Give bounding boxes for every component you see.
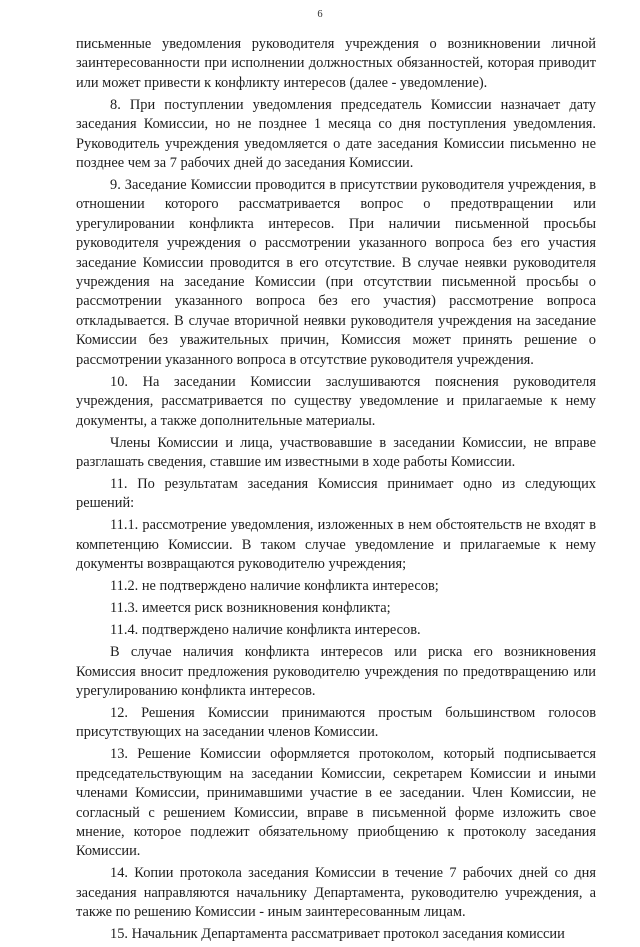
- paragraph-14: 14. Копии протокола заседания Комиссии в течение 7 рабочих дней со дня заседания направляются начальнику Департамента, руководителю учреждения, а также по решению Комиссии - иным заинтересованным лицам.: [76, 865, 596, 921]
- paragraph-8: 8. При поступлении уведомления председатель Комиссии назначает дату заседания Комиссии, но не позднее 1 месяца со дня поступления уведомления. Руководитель учреждения уведомляется о дате заседания Комиссии письменно не позднее чем за 7 рабочих дней до заседания Комиссии.: [76, 96, 596, 172]
- paragraph-10: 10. На заседании Комиссии заслушиваются пояснения руководителя учреждения, рассматривается по существу уведомление и прилагаемые к нему документы, а также дополнительные материалы.: [76, 373, 596, 429]
- paragraph-conflict-proposals: В случае наличия конфликта интересов или риска его возникновения Комиссия вносит предложения руководителю учреждения по предотвращению или урегулированию конфликта интересов.: [76, 644, 596, 699]
- paragraph-11-3: 11.3. имеется риск возникновения конфликта;: [110, 600, 391, 617]
- paragraph-11-1: 11.1. рассмотрение уведомления, изложенных в нем обстоятельств не входят в компетенцию Комиссии. В таком случае уведомление и прилагаемые к нему документы возвращаются руководителю учреждения;: [76, 517, 596, 573]
- paragraph-continuation: письменные уведомления руководителя учреждения о возникновении личной заинтересованности при исполнении должностных обязанностей, которая приводит или может привести к конфликту интересов (далее - уведомление).: [76, 36, 596, 91]
- paragraph-13: 13. Решение Комиссии оформляется протоколом, который подписывается председательствующим на заседании Комиссии, секретарем Комиссии и иными членами Комиссии, принимавшими участие в ее заседании. Член Комиссии, не согласный с решением Комиссии, вправе в письменной форме изложить свое мнение, которое подлежит обязательному приобщению к протоколу заседания Комиссии.: [76, 746, 596, 860]
- paragraph-11-4: 11.4. подтверждено наличие конфликта интересов.: [110, 622, 421, 639]
- document-body: [76, 35, 596, 947]
- paragraph-11-2: 11.2. не подтверждено наличие конфликта интересов;: [110, 578, 439, 595]
- paragraph-15: 15. Начальник Департамента рассматривает протокол заседания комиссии: [110, 926, 565, 943]
- page-number: 6: [317, 9, 323, 20]
- paragraph-9: 9. Заседание Комиссии проводится в присутствии руководителя учреждения, в отношении которого рассматривается вопрос о предотвращении или урегулировании конфликта интересов. При наличии письменной просьбы руководителя учреждения о рассмотрении указанного вопроса без его участия заседание Комиссии проводится в его отсутствие. В случае неявки руководителя учреждения на заседание Комиссии (при отсутствии письменной просьбы о рассмотрении указанного вопроса без его участия) рассмотрение вопроса откладывается. В случае вторичной неявки руководителя учреждения на заседание Комиссии без уважительных причин, Комиссия может принять решение о рассмотрении указанного вопроса в отсутствие руководителя учреждения.: [76, 177, 596, 368]
- paragraph-12: 12. Решения Комиссии принимаются простым большинством голосов присутствующих на заседании членов Комиссии.: [76, 704, 596, 741]
- paragraph-11: 11. По результатам заседания Комиссия принимает одно из следующих решений:: [76, 475, 596, 512]
- paragraph-members-confidentiality: Члены Комиссии и лица, участвовавшие в заседании Комиссии, не вправе разглашать сведения, ставшие им известными в ходе работы Комиссии.: [76, 434, 596, 470]
